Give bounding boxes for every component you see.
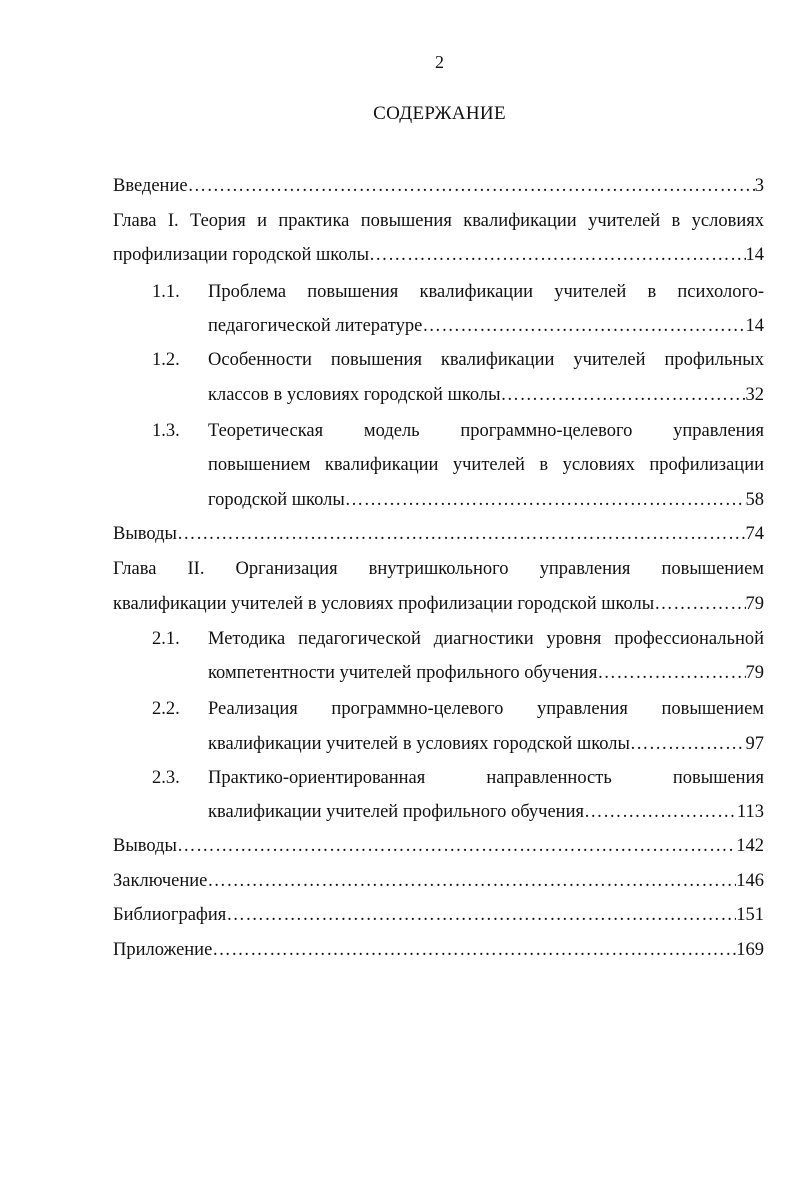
toc-chapter-2-title-end[interactable] xyxy=(113,592,764,616)
toc-page-number: 151 xyxy=(736,905,764,925)
toc-section-2-3-line[interactable]: Практико-ориентированная направленность повышения xyxy=(208,768,764,788)
dot-leader xyxy=(226,903,736,927)
toc-chapter-1-title-end[interactable] xyxy=(113,243,764,267)
toc-chapter-2-title-line[interactable]: Глава II. Организация внутришкольного управления повышением xyxy=(113,559,764,579)
toc-entry-label: квалификации учителей профильного обучения xyxy=(208,802,584,822)
toc-page-number: 113 xyxy=(736,802,764,822)
toc-page-number: 58 xyxy=(745,490,764,510)
dot-leader xyxy=(630,732,746,756)
toc-entry-label: Заключение xyxy=(113,871,208,891)
toc-section-1-3-line[interactable]: Теоретическая модель программно-целевого управления xyxy=(208,421,764,441)
toc-page-number: 79 xyxy=(745,594,764,614)
page-number: 2 xyxy=(435,52,444,72)
toc-entry-label: Библиография xyxy=(113,905,227,925)
toc-section-1-1-line[interactable]: Проблема повышения квалификации учителей в психолого- xyxy=(208,282,764,302)
toc-entry-conclusions-2[interactable] xyxy=(113,834,764,858)
dot-leader xyxy=(597,661,745,685)
toc-section-1-3-end[interactable] xyxy=(208,488,764,512)
toc-section-number: 2.2. xyxy=(152,699,180,719)
dot-leader xyxy=(207,869,736,893)
toc-entry-label: классов в условиях городской школы xyxy=(208,385,501,405)
toc-section-1-1-end[interactable] xyxy=(208,314,764,338)
dot-leader xyxy=(345,488,746,512)
toc-chapter-1-title-line[interactable]: Глава I. Теория и практика повышения квалификации учителей в условиях xyxy=(113,211,764,231)
toc-page-number: 79 xyxy=(745,663,764,683)
toc-section-number: 1.3. xyxy=(152,421,180,441)
toc-entry-bibliography[interactable] xyxy=(113,903,764,927)
dot-leader xyxy=(501,383,746,407)
dot-leader xyxy=(654,592,745,616)
page-title: СОДЕРЖАНИЕ xyxy=(373,103,506,124)
toc-entry-appendix[interactable] xyxy=(113,938,764,962)
toc-entry-label: Выводы xyxy=(113,836,177,856)
toc-entry-label: квалификации учителей в условиях городской школы xyxy=(208,734,630,754)
toc-section-1-2-end[interactable] xyxy=(208,383,764,407)
toc-page-number: 32 xyxy=(745,385,764,405)
toc-section-2-2-line[interactable]: Реализация программно-целевого управления повышением xyxy=(208,699,764,719)
dot-leader xyxy=(369,243,745,267)
toc-entry-label: Выводы xyxy=(113,524,177,544)
toc-page-number: 74 xyxy=(745,524,764,544)
dot-leader xyxy=(212,938,736,962)
toc-entry-intro[interactable] xyxy=(113,174,764,198)
toc-page-number: 14 xyxy=(745,316,764,336)
toc-section-1-2-line[interactable]: Особенности повышения квалификации учителей профильных xyxy=(208,350,764,370)
dot-leader xyxy=(177,834,736,858)
dot-leader xyxy=(177,522,746,546)
dot-leader xyxy=(584,800,737,824)
toc-entry-label: Приложение xyxy=(113,940,213,960)
dot-leader xyxy=(188,174,755,198)
toc-page-number: 169 xyxy=(736,940,764,960)
toc-section-2-3-end[interactable] xyxy=(208,800,764,824)
toc-section-2-1-line[interactable]: Методика педагогической диагностики уровня профессиональной xyxy=(208,629,764,649)
toc-page-number: 97 xyxy=(745,734,764,754)
toc-section-number: 1.2. xyxy=(152,350,180,370)
toc-page-number: 146 xyxy=(736,871,764,891)
toc-section-1-3-line-2[interactable]: повышением квалификации учителей в условиях профилизации xyxy=(208,455,764,475)
toc-page-number: 142 xyxy=(736,836,764,856)
toc-page-number: 3 xyxy=(754,176,764,196)
toc-entry-conclusion[interactable] xyxy=(113,869,764,893)
toc-entry-label: профилизации городской школы xyxy=(113,245,370,265)
toc-section-number: 1.1. xyxy=(152,282,180,302)
toc-entry-label: Введение xyxy=(113,176,188,196)
toc-section-number: 2.1. xyxy=(152,629,180,649)
toc-entry-label: квалификации учителей в условиях профилизации городской школы xyxy=(113,594,655,614)
toc-entry-label: городской школы xyxy=(208,490,345,510)
toc-entry-label: компетентности учителей профильного обучения xyxy=(208,663,598,683)
toc-section-2-2-end[interactable] xyxy=(208,732,764,756)
dot-leader xyxy=(422,314,745,338)
toc-entry-label: педагогической литературе xyxy=(208,316,423,336)
toc-entry-conclusions-1[interactable] xyxy=(113,522,764,546)
toc-section-number: 2.3. xyxy=(152,768,180,788)
toc-page-number: 14 xyxy=(745,245,764,265)
toc-section-2-1-end[interactable] xyxy=(208,661,764,685)
